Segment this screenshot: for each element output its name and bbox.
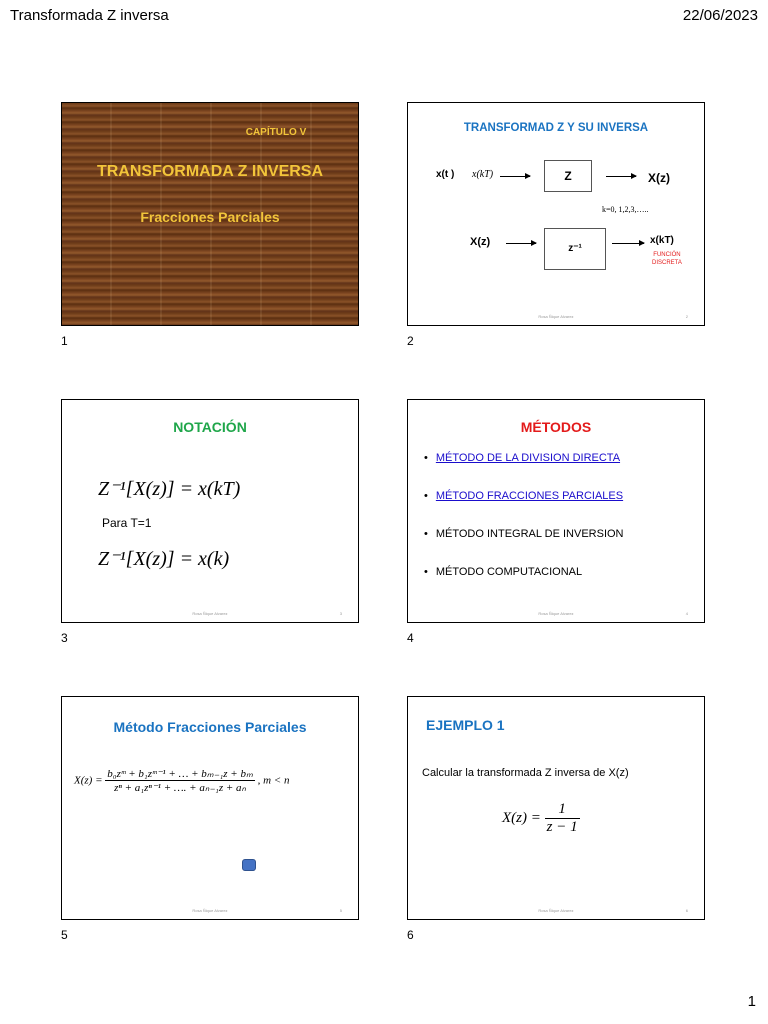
slide-4-footer: Rosa Ñique Alvarez [538, 611, 574, 616]
arrow-icon [500, 176, 530, 177]
zinv-box [544, 228, 606, 270]
slide-3-number: 3 [61, 631, 68, 645]
slide-4-title: MÉTODOS [520, 419, 592, 435]
method-computational: MÉTODO COMPUTACIONAL [435, 566, 583, 578]
example-numerator: 1 [545, 801, 580, 819]
page-number: 1 [747, 993, 756, 1010]
slide-3-title: NOTACIÓN [173, 419, 247, 435]
list-item [424, 566, 624, 604]
document-title: Transformada Z inversa [10, 7, 169, 24]
para-label: Para T=1 [102, 516, 152, 530]
slide-4 [407, 399, 705, 623]
slide-2-title: TRANSFORMAD Z Y SU INVERSA [463, 122, 649, 134]
slide-3-footer-page: 3 [339, 611, 342, 616]
slide-1-title: TRANSFORMADA Z INVERSA [96, 163, 324, 180]
example-denominator: z − 1 [546, 819, 578, 835]
slide-1 [61, 102, 359, 326]
list-item [424, 528, 624, 566]
notation-eq-2: Z⁻¹[X(z)] = x(k) [98, 548, 230, 570]
rounded-shape-icon [242, 859, 256, 871]
notation-eq-1: Z⁻¹[X(z)] = x(kT) [98, 478, 241, 500]
slide-6-footer: Rosa Ñique Alvarez [538, 908, 574, 913]
note-line2: DISCRETA [652, 260, 682, 266]
list-item[interactable] [424, 490, 624, 528]
slide-1-number: 1 [61, 334, 68, 348]
method-integral: MÉTODO INTEGRAL DE INVERSION [435, 528, 624, 540]
partial-fraction-formula [74, 767, 289, 794]
slide-1-subtitle: Fracciones Parciales [140, 209, 280, 225]
slide-6 [407, 696, 705, 920]
document-date: 22/06/2023 [682, 7, 758, 24]
Xz-output: X(z) [648, 171, 670, 185]
k-range: k=0, 1,2,3,….. [602, 205, 649, 214]
slide-6-title: EJEMPLO 1 [426, 717, 505, 733]
Xz-input: X(z) [470, 236, 491, 248]
formula-numerator: b₀zᵐ + b₁zᵐ⁻¹ + … + bₘ₋₁z + bₘ [107, 768, 253, 780]
slide-1-chapter: CAPÍTULO V [245, 127, 307, 138]
example-lhs: X(z) = [502, 810, 541, 826]
slide-5-footer: Rosa Ñique Alvarez [192, 908, 228, 913]
slide-5-title: Método Fracciones Parciales [113, 719, 307, 735]
method-link-direct-division[interactable]: MÉTODO DE LA DIVISION DIRECTA [435, 452, 621, 464]
xt-label: x(t ) [436, 169, 455, 180]
formula-fraction [105, 767, 255, 794]
z-box-label: Z [564, 169, 572, 183]
method-link-partial-fractions[interactable]: MÉTODO FRACCIONES PARCIALES [435, 490, 624, 502]
arrow-icon [606, 176, 636, 177]
zinv-box-label: z⁻¹ [568, 243, 582, 254]
formula-lhs: X(z) = [74, 774, 103, 787]
example-text: Calcular la transformada Z inversa de X(z) [422, 767, 629, 779]
slide-2-number: 2 [407, 334, 414, 348]
funcion-note [652, 251, 682, 267]
z-box [544, 160, 592, 192]
slide-4-number: 4 [407, 631, 414, 645]
note-line1: FUNCIÓN [653, 252, 681, 258]
xkT-label: x(kT) [472, 169, 494, 180]
slide-6-number: 6 [407, 928, 414, 942]
list-item[interactable] [424, 452, 624, 490]
slide-5-number: 5 [61, 928, 68, 942]
slide-2-footer: Rosa Ñique Alvarez [538, 314, 574, 319]
slide-3 [61, 399, 359, 623]
xkT-output: x(kT) [650, 235, 674, 246]
slide-2-footer-page: 2 [685, 314, 688, 319]
methods-list [424, 452, 624, 604]
slide-4-footer-page: 4 [685, 611, 688, 616]
example-formula [502, 801, 580, 836]
example-fraction [545, 801, 580, 836]
slide-2 [407, 102, 705, 326]
slide-5-footer-page: 5 [339, 908, 342, 913]
arrow-icon [506, 243, 536, 244]
slide-3-footer: Rosa Ñique Alvarez [192, 611, 228, 616]
slide-6-footer-page: 6 [685, 908, 688, 913]
formula-denominator: zⁿ + a₁zⁿ⁻¹ + …. + aₙ₋₁z + aₙ [114, 782, 246, 794]
arrow-icon [612, 243, 644, 244]
slide-5 [61, 696, 359, 920]
formula-condition: , m < n [257, 774, 290, 787]
